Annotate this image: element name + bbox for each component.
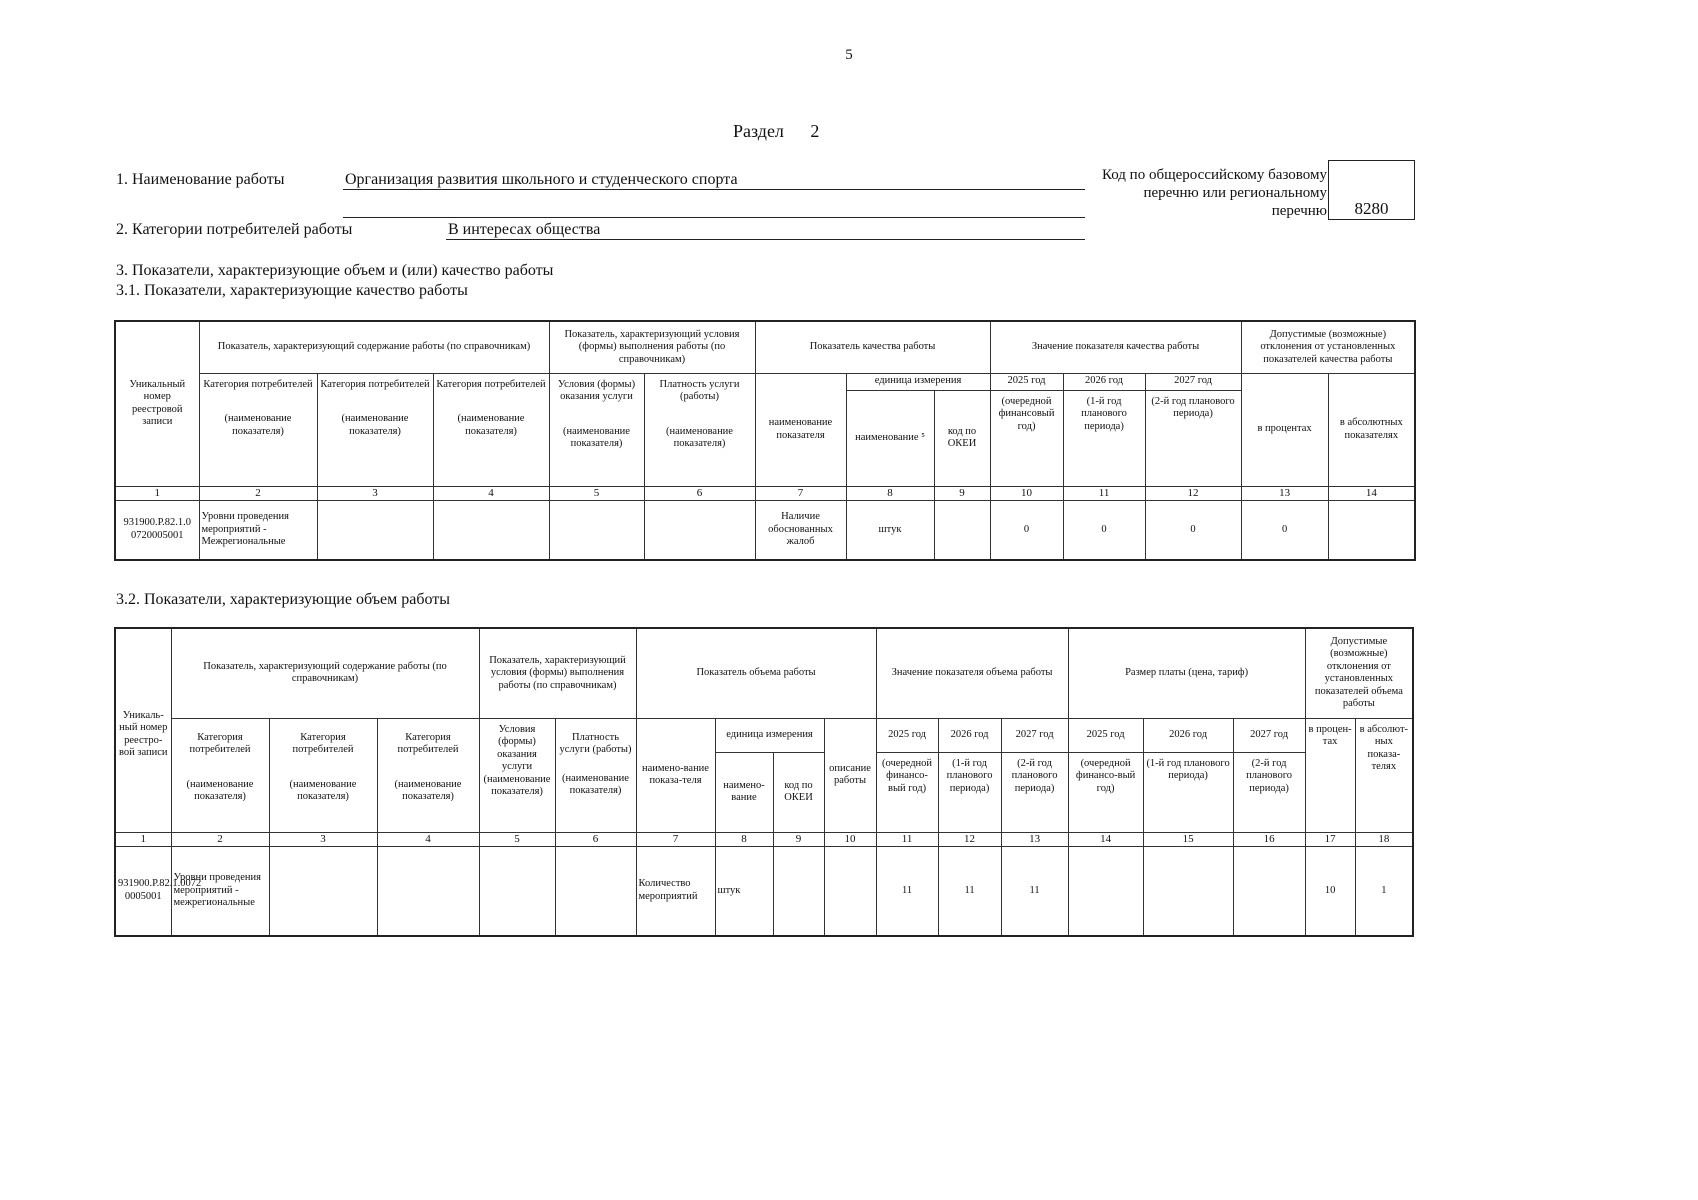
t1-h-conditions: Показатель, характеризующий условия (формы) выполнения работы (по справочникам) <box>549 321 755 373</box>
quality-table <box>114 320 1416 561</box>
t2-row-dev-abs: 1 <box>1355 846 1413 936</box>
t2-row-unit: штук <box>715 846 773 936</box>
heading-3-1: 3.1. Показатели, характеризующие качество работы <box>116 282 468 299</box>
code-box-label: Код по общероссийскому базовому перечню или региональному перечню <box>1101 167 1327 219</box>
t2-h-unique: Уникаль-ный номер реестро-вой записи <box>115 628 171 832</box>
t1-h-value: Значение показателя качества работы <box>990 321 1241 373</box>
t2-year-2027-sub: (2-й год планового периода) <box>1001 752 1068 832</box>
t2-cat-3: Категория потребителей (наименование показателя) <box>377 718 479 832</box>
t2-h-deviation: Допустимые (возможные) отклонения от установленных показателей объема работы <box>1305 628 1413 718</box>
t2-h-volume: Показатель объема работы <box>636 628 876 718</box>
t1-row-dev-pct: 0 <box>1241 500 1328 560</box>
t1-unit: единица измерения <box>846 373 990 390</box>
t2-okei: код по ОКЕИ <box>773 752 824 832</box>
t1-unit-name: наименование ⁵ <box>846 390 934 486</box>
t1-year-2026: 2026 год <box>1063 373 1145 390</box>
section-heading <box>733 121 819 142</box>
t2-h-value: Значение показателя объема работы <box>876 628 1068 718</box>
t1-column-numbers: 1 2 3 4 5 6 7 8 9 10 11 12 13 14 <box>115 486 1415 500</box>
t2-unit: единица измерения <box>715 718 824 752</box>
t2-row-2025: 11 <box>876 846 938 936</box>
t2-cat-2: Категория потребителей (наименование показателя) <box>269 718 377 832</box>
t2-year-2026: 2026 год <box>938 718 1001 752</box>
t1-h-quality: Показатель качества работы <box>755 321 990 373</box>
t2-year-2027: 2027 год <box>1001 718 1068 752</box>
t2-fee-2025: 2025 год <box>1068 718 1143 752</box>
work-name-extra-line <box>343 217 1085 218</box>
t2-fee-2026-sub: (1-й год планового периода) <box>1143 752 1233 832</box>
t2-description: описание работы <box>824 718 876 832</box>
t1-h-content: Показатель, характеризующий содержание работы (по справочникам) <box>199 321 549 373</box>
t2-year-2025-sub: (очередной финансо-вый год) <box>876 752 938 832</box>
consumers-value: В интересах общества <box>446 221 1085 240</box>
volume-table <box>114 627 1414 937</box>
t2-row-code: 931900.Р.82.1.0072 0005001 <box>115 846 171 936</box>
t1-okei: код по ОКЕИ <box>934 390 990 486</box>
t1-h-deviation: Допустимые (возможные) отклонения от установленных показателей качества работы <box>1241 321 1415 373</box>
t1-payment: Платность услуги (работы) (наименование показателя) <box>644 373 755 486</box>
t2-indicator-name: наимено-вание показа-теля <box>636 718 715 832</box>
heading-3-2: 3.2. Показатели, характеризующие объем работы <box>116 591 450 608</box>
t1-cat-2: Категория потребителей (наименование показателя) <box>317 373 433 486</box>
code-box <box>1328 160 1415 220</box>
t2-h-conditions: Показатель, характеризующий условия (формы) выполнения работы (по справочникам) <box>479 628 636 718</box>
t1-h-unique: Уникальный номер реестровой записи <box>115 321 199 486</box>
t1-row-indicator: Наличие обоснованных жалоб <box>755 500 846 560</box>
t2-year-2025: 2025 год <box>876 718 938 752</box>
t2-row-2026: 11 <box>938 846 1001 936</box>
t1-row-2026: 0 <box>1063 500 1145 560</box>
t2-row-indicator: Количество мероприятий <box>636 846 715 936</box>
page-number: 5 <box>845 47 853 63</box>
table-row <box>115 846 1413 936</box>
t1-row-unit: штук <box>846 500 934 560</box>
table-row <box>115 500 1415 560</box>
t1-year-2025: 2025 год <box>990 373 1063 390</box>
t1-year-2027-sub: (2-й год планового периода) <box>1145 390 1241 486</box>
t2-h-content: Показатель, характеризующий содержание работы (по справочникам) <box>171 628 479 718</box>
t2-cat-1: Категория потребителей (наименование показателя) <box>171 718 269 832</box>
t1-cat-3: Категория потребителей (наименование показателя) <box>433 373 549 486</box>
t2-row-dev-pct: 10 <box>1305 846 1355 936</box>
work-name-value: Организация развития школьного и студенческого спорта <box>343 171 1085 190</box>
t1-year-2025-sub: (очередной финансовый год) <box>990 390 1063 486</box>
code-box-value: 8280 <box>1354 199 1389 218</box>
t2-row-content: Уровни проведения мероприятий - межрегиональные <box>171 846 269 936</box>
t1-year-2026-sub: (1-й год планового периода) <box>1063 390 1145 486</box>
t2-conditions: Условия (формы) оказания услуги (наименование показателя) <box>479 718 555 832</box>
section-label: Раздел <box>733 121 784 141</box>
t2-fee-2025-sub: (очередной финансо-вый год) <box>1068 752 1143 832</box>
t1-indicator-name: наименование показателя <box>755 373 846 486</box>
t2-fee-2027: 2027 год <box>1233 718 1305 752</box>
t1-dev-pct: в процентах <box>1241 373 1328 486</box>
t2-fee-2026: 2026 год <box>1143 718 1233 752</box>
t1-year-2027: 2027 год <box>1145 373 1241 390</box>
t1-cat-1: Категория потребителей (наименование показателя) <box>199 373 317 486</box>
t2-fee-2027-sub: (2-й год планового периода) <box>1233 752 1305 832</box>
section-number: 2 <box>810 121 820 141</box>
t2-dev-pct: в процен-тах <box>1305 718 1355 832</box>
t2-payment: Платность услуги (работы) (наименование показателя) <box>555 718 636 832</box>
t2-column-numbers: 1 2 3 4 5 6 7 8 9 10 11 12 13 14 15 16 17 18 <box>115 832 1413 846</box>
t1-dev-abs: в абсолютных показателях <box>1328 373 1415 486</box>
heading-3: 3. Показатели, характеризующие объем и (или) качество работы <box>116 262 554 279</box>
t2-dev-abs: в абсолют-ных показа-телях <box>1355 718 1413 832</box>
t1-row-code: 931900.Р.82.1.0 0720005001 <box>115 500 199 560</box>
t2-h-fee: Размер платы (цена, тариф) <box>1068 628 1305 718</box>
t2-unit-name: наимено-вание <box>715 752 773 832</box>
t1-row-2027: 0 <box>1145 500 1241 560</box>
t2-year-2026-sub: (1-й год планового периода) <box>938 752 1001 832</box>
t1-row-content: Уровни проведения мероприятий - Межрегиональные <box>199 500 317 560</box>
work-name-label: 1. Наименование работы <box>116 171 285 188</box>
t1-conditions: Условия (формы) оказания услуги (наименование показателя) <box>549 373 644 486</box>
consumers-label: 2. Категории потребителей работы <box>116 221 353 238</box>
t1-row-2025: 0 <box>990 500 1063 560</box>
t2-row-2027: 11 <box>1001 846 1068 936</box>
